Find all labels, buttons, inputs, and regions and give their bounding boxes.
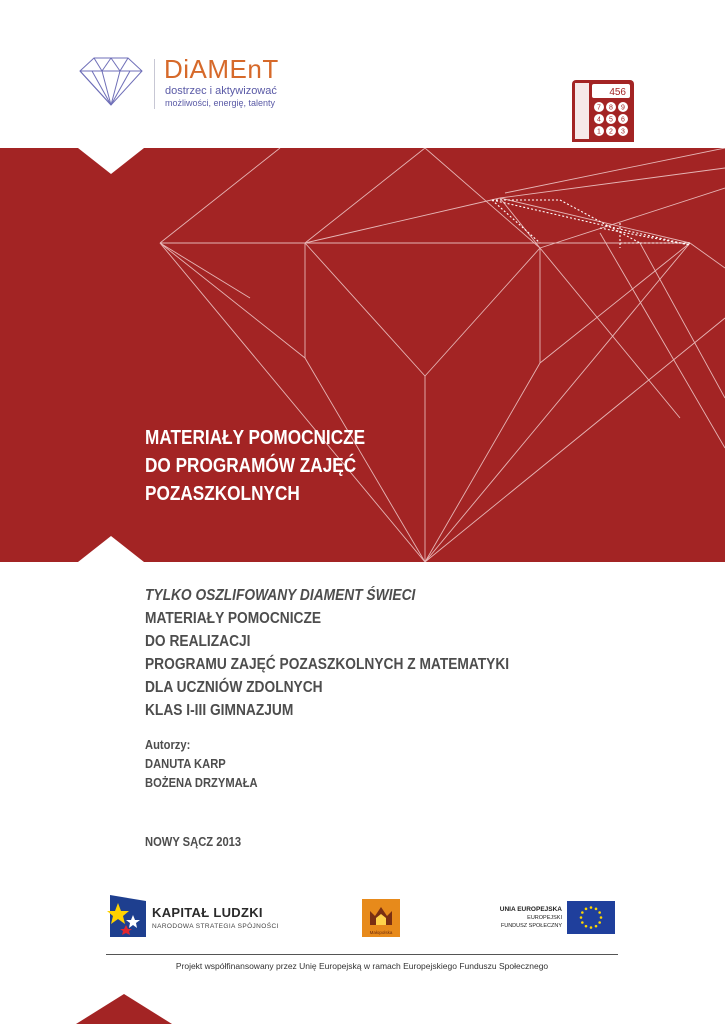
eu-title: UNIA EUROPEJSKA bbox=[499, 906, 562, 913]
eu-star bbox=[590, 906, 593, 909]
band-notch-bottom bbox=[78, 536, 144, 562]
subtitle-block bbox=[145, 584, 509, 722]
calculator-key-label: 5 bbox=[609, 116, 613, 124]
calculator-display: 456 bbox=[609, 87, 626, 98]
eu-flag-icon bbox=[567, 901, 615, 934]
main-title-line-3: POZASZKOLNYCH bbox=[145, 483, 300, 505]
subtitle-line-1: MATERIAŁY POMOCNICZE bbox=[145, 610, 322, 627]
authors-label: Autorzy: bbox=[145, 737, 191, 752]
motto: TYLKO OSZLIFOWANY DIAMENT ŚWIECI bbox=[145, 587, 416, 604]
eu-star bbox=[600, 916, 603, 919]
place-year: NOWY SĄCZ 2013 bbox=[145, 834, 242, 849]
eu-star bbox=[598, 911, 601, 914]
subtitle-line-3: PROGRAMU ZAJĘĆ POZASZKOLNYCH Z MATEMATYKI bbox=[145, 656, 510, 673]
calculator-key-label: 4 bbox=[597, 116, 601, 124]
footer-divider bbox=[106, 954, 618, 955]
main-title bbox=[145, 424, 365, 508]
calculator-key-label: 2 bbox=[609, 128, 613, 136]
eu-star bbox=[595, 908, 598, 911]
brand-name: DiAMEnT bbox=[164, 54, 279, 84]
eu-star bbox=[585, 908, 588, 911]
eu-text bbox=[470, 905, 562, 930]
eu-subtitle-2: FUNDUSZ SPOŁECZNY bbox=[500, 923, 562, 929]
diament-logo bbox=[78, 55, 288, 115]
eu-star bbox=[590, 926, 593, 929]
malopolska-logo bbox=[362, 899, 400, 937]
calculator-key-label: 7 bbox=[597, 104, 601, 112]
kapital-ludzki-emblem-icon bbox=[106, 893, 150, 939]
malopolska-label: Małopolska bbox=[369, 930, 393, 935]
main-title-line-1: MATERIAŁY POMOCNICZE bbox=[145, 427, 366, 449]
brand-tagline-2: możliwości, energię, talenty bbox=[165, 98, 276, 108]
calculator-icon bbox=[572, 80, 634, 142]
subtitle-line-2: DO REALIZACJI bbox=[145, 633, 251, 650]
brand-tagline-1: dostrzec i aktywizować bbox=[165, 85, 277, 97]
calculator-key-label: 1 bbox=[597, 128, 601, 136]
author-name: DANUTA KARP bbox=[145, 756, 226, 771]
eu-star bbox=[585, 925, 588, 928]
footer-note: Projekt współfinansowany przez Unię Europejską w ramach Europejskiego Funduszu Społecznego bbox=[175, 961, 549, 971]
calculator-key-label: 6 bbox=[621, 116, 625, 124]
logo-divider bbox=[154, 59, 155, 109]
eu-star bbox=[581, 911, 584, 914]
eu-subtitle-1: EUROPEJSKI bbox=[527, 915, 562, 921]
authors-block bbox=[145, 735, 258, 792]
malopolska-crown-icon bbox=[362, 901, 400, 931]
calculator-key-label: 9 bbox=[621, 104, 625, 112]
eu-star bbox=[580, 916, 583, 919]
main-title-line-2: DO PROGRAMÓW ZAJĘĆ bbox=[145, 455, 357, 477]
band-notch-top bbox=[78, 148, 144, 174]
eu-star bbox=[595, 925, 598, 928]
corner-decoration bbox=[76, 994, 172, 1024]
kapital-ludzki-logo bbox=[106, 893, 286, 939]
diamond-icon bbox=[78, 55, 144, 107]
kapital-ludzki-name: KAPITAŁ LUDZKI bbox=[152, 905, 263, 920]
author-name: BOŻENA DRZYMAŁA bbox=[145, 775, 258, 790]
calculator-key-label: 3 bbox=[621, 128, 625, 136]
kapital-ludzki-subtitle: NARODOWA STRATEGIA SPÓJNOŚCI bbox=[152, 923, 279, 930]
eu-star bbox=[581, 921, 584, 924]
calculator-key-label: 8 bbox=[609, 104, 613, 112]
subtitle-line-4: DLA UCZNIÓW ZDOLNYCH bbox=[145, 679, 323, 696]
subtitle-line-5: KLAS I-III GIMNAZJUM bbox=[145, 702, 294, 719]
eu-star bbox=[598, 921, 601, 924]
